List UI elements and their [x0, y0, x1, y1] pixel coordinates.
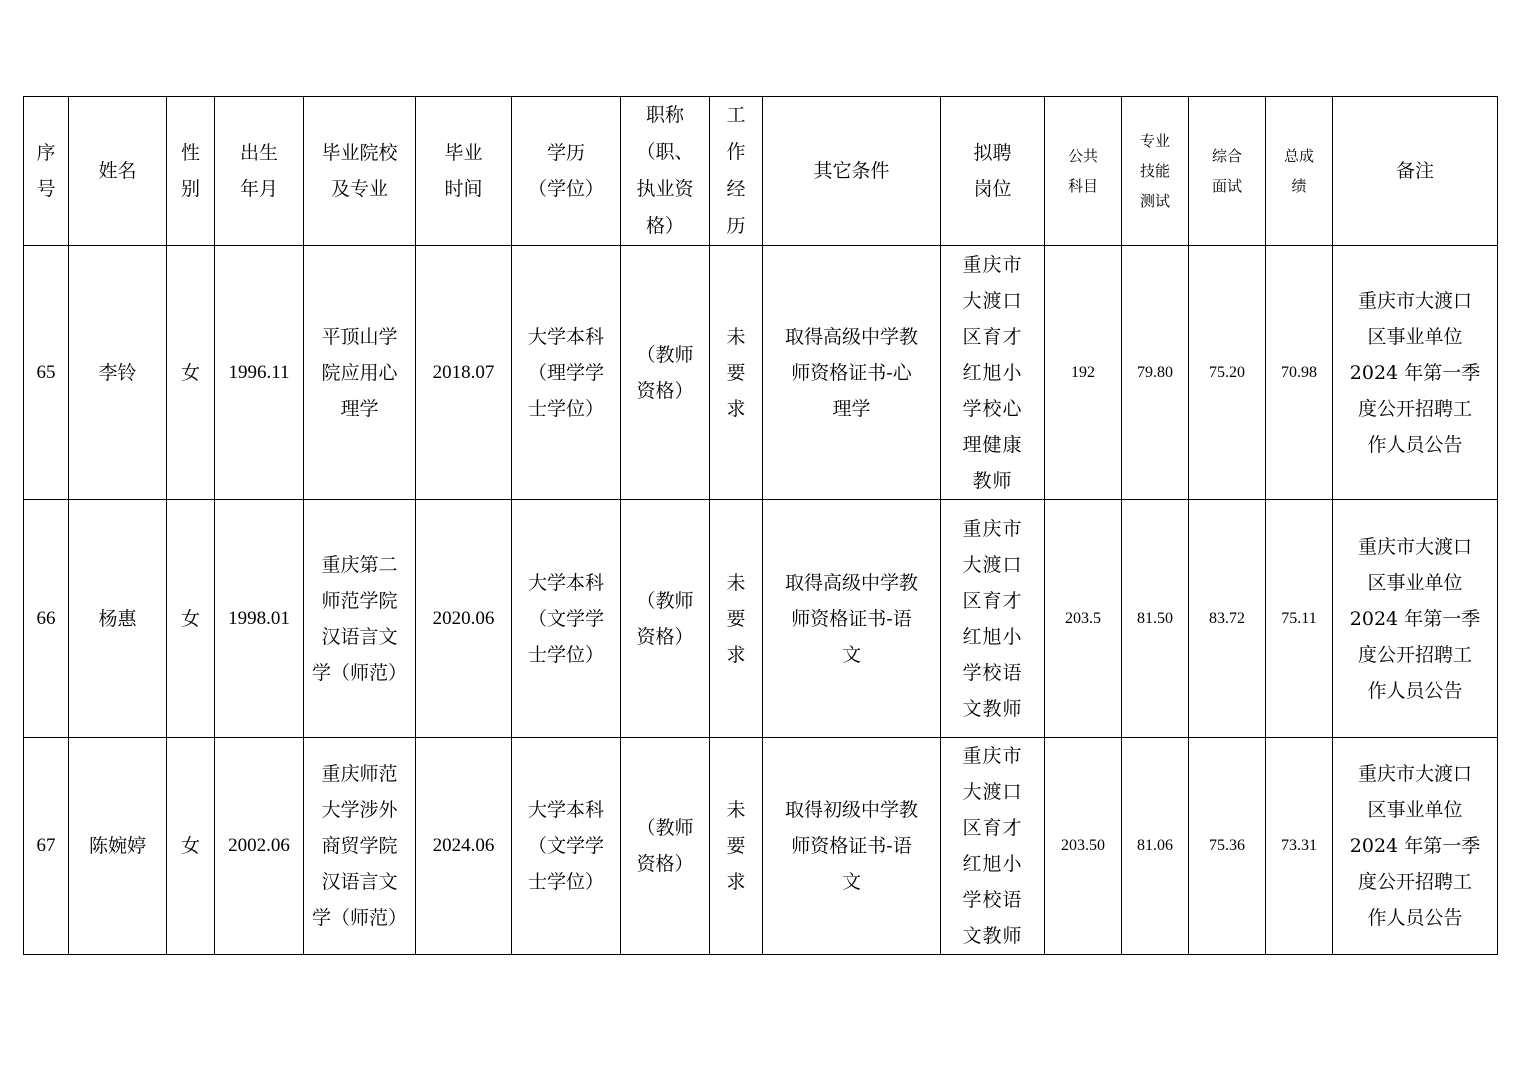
header-skill: 专业 技能 测试 — [1122, 97, 1189, 246]
header-title: 职称 （职、 执业资 格） — [621, 97, 710, 246]
cell-remark: 重庆市大渡口 区事业单位 2024 年第一季 度公开招聘工 作人员公告 — [1333, 246, 1498, 500]
cell-other: 取得初级中学教 师资格证书-语 文 — [763, 738, 941, 955]
cell-school: 重庆第二 师范学院 汉语言文 学（师范） — [304, 500, 416, 738]
header-name: 姓名 — [69, 97, 167, 246]
cell-skill: 81.50 — [1122, 500, 1189, 738]
cell-skill: 81.06 — [1122, 738, 1189, 955]
header-education: 学历 （学位） — [512, 97, 621, 246]
cell-birth: 1996.11 — [215, 246, 304, 500]
cell-gender: 女 — [167, 738, 215, 955]
cell-experience: 未 要 求 — [710, 738, 763, 955]
cell-birth: 2002.06 — [215, 738, 304, 955]
cell-grad-time: 2024.06 — [416, 738, 512, 955]
cell-remark: 重庆市大渡口 区事业单位 2024 年第一季 度公开招聘工 作人员公告 — [1333, 738, 1498, 955]
cell-interview: 75.20 — [1189, 246, 1266, 500]
header-birth: 出生 年月 — [215, 97, 304, 246]
cell-birth: 1998.01 — [215, 500, 304, 738]
cell-education: 大学本科 （理学学 士学位） — [512, 246, 621, 500]
cell-grad-time: 2018.07 — [416, 246, 512, 500]
header-experience: 工 作 经 历 — [710, 97, 763, 246]
cell-title: （教师 资格） — [621, 738, 710, 955]
cell-total: 70.98 — [1266, 246, 1333, 500]
cell-title: （教师 资格） — [621, 500, 710, 738]
cell-total: 75.11 — [1266, 500, 1333, 738]
cell-experience: 未 要 求 — [710, 500, 763, 738]
cell-public: 203.5 — [1045, 500, 1122, 738]
cell-post: 重庆市 大渡口 区育才 红旭小 学校语 文教师 — [941, 738, 1045, 955]
cell-name: 陈婉婷 — [69, 738, 167, 955]
header-interview: 综合 面试 — [1189, 97, 1266, 246]
cell-skill: 79.80 — [1122, 246, 1189, 500]
cell-post: 重庆市 大渡口 区育才 红旭小 学校心 理健康 教师 — [941, 246, 1045, 500]
table-row — [24, 246, 1498, 500]
cell-public: 192 — [1045, 246, 1122, 500]
header-gender: 性 别 — [167, 97, 215, 246]
header-public: 公共 科目 — [1045, 97, 1122, 246]
header-grad-time: 毕业 时间 — [416, 97, 512, 246]
cell-seq: 67 — [24, 738, 69, 955]
cell-seq: 66 — [24, 500, 69, 738]
header-other: 其它条件 — [763, 97, 941, 246]
header-row — [24, 97, 1498, 246]
cell-grad-time: 2020.06 — [416, 500, 512, 738]
header-school: 毕业院校 及专业 — [304, 97, 416, 246]
header-total: 总成 绩 — [1266, 97, 1333, 246]
cell-post: 重庆市 大渡口 区育才 红旭小 学校语 文教师 — [941, 500, 1045, 738]
cell-name: 杨惠 — [69, 500, 167, 738]
cell-seq: 65 — [24, 246, 69, 500]
cell-name: 李铃 — [69, 246, 167, 500]
table-row — [24, 500, 1498, 738]
header-seq: 序 号 — [24, 97, 69, 246]
cell-remark: 重庆市大渡口 区事业单位 2024 年第一季 度公开招聘工 作人员公告 — [1333, 500, 1498, 738]
cell-gender: 女 — [167, 500, 215, 738]
header-remark: 备注 — [1333, 97, 1498, 246]
cell-other: 取得高级中学教 师资格证书-心 理学 — [763, 246, 941, 500]
table-row — [24, 738, 1498, 955]
header-post: 拟聘 岗位 — [941, 97, 1045, 246]
cell-experience: 未 要 求 — [710, 246, 763, 500]
cell-total: 73.31 — [1266, 738, 1333, 955]
cell-gender: 女 — [167, 246, 215, 500]
cell-other: 取得高级中学教 师资格证书-语 文 — [763, 500, 941, 738]
cell-interview: 83.72 — [1189, 500, 1266, 738]
cell-education: 大学本科 （文学学 士学位） — [512, 500, 621, 738]
cell-public: 203.50 — [1045, 738, 1122, 955]
cell-interview: 75.36 — [1189, 738, 1266, 955]
cell-school: 平顶山学 院应用心 理学 — [304, 246, 416, 500]
cell-school: 重庆师范 大学涉外 商贸学院 汉语言文 学（师范） — [304, 738, 416, 955]
recruitment-table — [23, 96, 1498, 955]
cell-education: 大学本科 （文学学 士学位） — [512, 738, 621, 955]
cell-title: （教师 资格） — [621, 246, 710, 500]
